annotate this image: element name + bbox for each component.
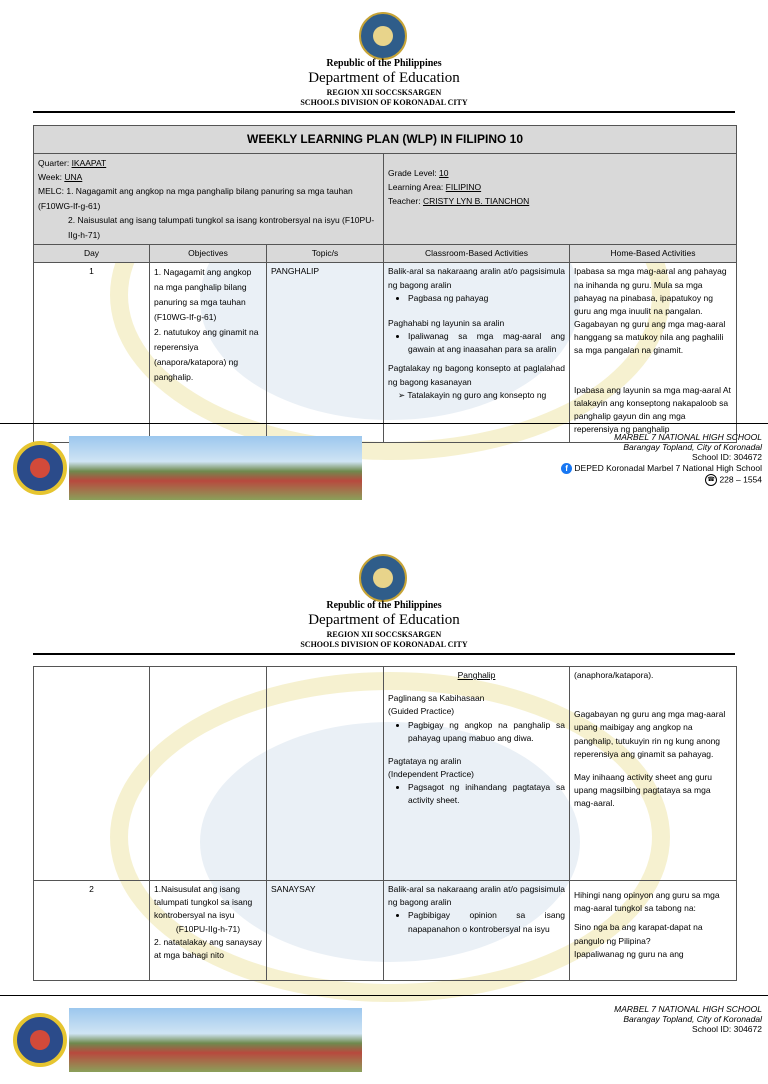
objectives-cell xyxy=(150,881,267,981)
hb-step-1: Hihingi nang opinyon ang guru sa mga mag-aaral tungkol sa tabong na: xyxy=(574,890,720,914)
wlp-meta-right xyxy=(384,153,737,245)
hb-step-2: Sino nga ba ang karapat-dapat na pangulo ng Pilipina? xyxy=(574,922,703,946)
objectives-cell-empty xyxy=(150,667,267,881)
division-heading: SCHOOLS DIVISION OF KORONADAL CITY xyxy=(300,98,468,107)
phone-text: 228 – 1554 xyxy=(719,474,762,485)
col-head-day: Day xyxy=(34,245,150,263)
deped-seal-icon xyxy=(359,554,407,602)
quarter-label: Quarter: xyxy=(38,157,70,168)
page-footer xyxy=(0,420,768,512)
cb-guided: Paglinang sa Kabihasaan xyxy=(388,693,485,704)
quarter-row xyxy=(38,156,379,170)
school-id: School ID: 304672 xyxy=(692,1024,762,1035)
col-head-objectives: Objectives xyxy=(150,245,267,263)
school-photo xyxy=(69,1008,362,1072)
cb-step-1: Balik-aral sa nakaraang aralin at/o pagsisimula ng bagong aralin xyxy=(388,266,565,290)
home-activities-cell xyxy=(570,667,737,881)
wlp-meta-left xyxy=(34,153,384,245)
hb-step-2: Ipabasa ang layunin sa mga mag-aaral At talakayin ang konseptong nakapaloob sa panghalip gayun din ang mga reperensiya ng panghalip xyxy=(574,384,731,435)
school-logo-icon xyxy=(13,441,67,495)
document-page-1 xyxy=(0,0,768,512)
school-info xyxy=(614,1004,762,1035)
region-heading: REGION XII SOCCSKSARGEN xyxy=(326,88,442,97)
footer-divider xyxy=(0,995,768,996)
page-footer xyxy=(0,992,768,1084)
wlp-title: WEEKLY LEARNING PLAN (WLP) IN FILIPINO 10 xyxy=(34,126,737,154)
hb-step-0: (anaphora/katapora). xyxy=(574,670,654,680)
school-photo xyxy=(69,436,362,500)
school-logo-icon xyxy=(13,1013,67,1067)
classroom-activities-cell xyxy=(384,667,570,881)
day-cell-empty xyxy=(34,667,150,881)
objective-code: (F10PU-IIg-h-71) xyxy=(175,923,241,934)
facebook-icon: f xyxy=(561,463,572,474)
home-activities-cell xyxy=(570,263,737,443)
republic-heading: Republic of the Philippines xyxy=(326,600,442,611)
col-head-classroom: Classroom-Based Activities xyxy=(384,245,570,263)
school-phone xyxy=(561,474,762,486)
deped-seal-icon xyxy=(359,12,407,60)
week-label: Week: xyxy=(38,172,62,183)
teacher-row xyxy=(388,194,732,208)
page-gap xyxy=(0,512,768,542)
facebook-text: DEPED Koronadal Marbel 7 National High School xyxy=(574,462,762,473)
hb-step-1: Gagabayan ng guru ang mga mag-aaral upang maibigay ang angkop na panghalip, tutukuyin rin ng kung anong reperensiya ang ginamit sa pahayag. xyxy=(574,709,726,759)
melc-row xyxy=(38,184,379,213)
cb-step-1-bullet: • Pagbasa ng pahayag xyxy=(408,292,565,305)
objective-2: 2. natatalakay ang sanaysay at mga bahagi nito xyxy=(154,936,262,960)
division-heading: SCHOOLS DIVISION OF KORONADAL CITY xyxy=(300,640,468,649)
topic-cell-empty xyxy=(267,667,384,881)
school-info xyxy=(561,432,762,486)
col-head-topics: Topic/s xyxy=(267,245,384,263)
classroom-activities-cell xyxy=(384,881,570,981)
grade-label: Grade Level: xyxy=(388,167,437,178)
cb-independent-bullet: • Pagsagot ng inihandang pagtataya sa activity sheet. xyxy=(408,781,565,807)
area-value: FILIPINO xyxy=(445,182,482,193)
department-heading: Department of Education xyxy=(308,70,460,86)
day-cell: 2 xyxy=(34,881,150,981)
area-row xyxy=(388,180,732,194)
school-name: MARBEL 7 NATIONAL HIGH SCHOOL xyxy=(614,432,762,442)
cb-step-2-bullet: • Ipaliwanag sa mga mag-aaral ang gawain at ang inaasahan para sa aralin xyxy=(408,330,565,356)
col-head-home: Home-Based Activities xyxy=(570,245,737,263)
cb-step-3-text: Tatalakayin ng guro ang konsepto ng xyxy=(407,389,547,400)
melc-2: 2. Naisusulat ang isang talumpati tungkol sa isang kontrobersyal na isyu (F10PU-IIg-h-71) xyxy=(68,215,375,240)
grade-row xyxy=(388,166,732,180)
school-name: MARBEL 7 NATIONAL HIGH SCHOOL xyxy=(614,1004,762,1014)
department-heading: Department of Education xyxy=(308,612,460,628)
quarter-value: IKAAPAT xyxy=(71,157,107,168)
cb-step-1: Balik-aral sa nakaraang aralin at/o pagsisimula ng bagong aralin xyxy=(388,884,565,908)
school-address: Barangay Topland, City of Koronadal xyxy=(623,1014,762,1025)
cb-step-3-bullet xyxy=(398,389,565,402)
day-cell: 1 xyxy=(34,263,150,443)
school-facebook xyxy=(561,463,762,474)
hb-step-1: Ipabasa sa mga mag-aaral ang pahayag na inihanda ng guru. Mula sa mga pahayag na pinabasa, ipapatukoy ng guru ang mga inuulit na pangalan. Gagabayan ng guru ang mga mag-aaral hanggang sa matukoy nila ang paghalili sa mga pangalan na ginamit. xyxy=(574,266,727,356)
wlp-table-continued xyxy=(33,666,737,981)
school-address: Barangay Topland, City of Koronadal xyxy=(623,442,762,453)
home-activities-cell xyxy=(570,881,737,981)
hb-step-2: May inihaang activity sheet ang guru upang magsilbing pagtataya sa mga mag-aaral. xyxy=(574,771,712,809)
objectives-cell: 1. Nagagamit ang angkop na mga panghalip bilang panuring sa mga tauhan (F10WG-If-g-61) 2. natutukoy ang ginamit na reperensiya (anapora/katapora) ng panghalip. xyxy=(150,263,267,443)
cb-independent: Pagtataya ng aralin xyxy=(388,755,462,766)
area-label: Learning Area: xyxy=(388,182,444,193)
week-row xyxy=(38,170,379,184)
cb-step-3: Pagtalakay ng bagong konsepto at paglalahad ng bagong kasanayan xyxy=(388,363,565,387)
classroom-activities-cell xyxy=(384,263,570,443)
cb-step-1-bullet: • Pagbibigay opinion sa isang napapanahon o kontrobersyal na isyu xyxy=(408,909,565,935)
melc-1: 1. Nagagamit ang angkop na mga panghalip bilang panuring sa mga tauhan (F10WG-If-g-61) xyxy=(38,186,353,211)
topic-cell: PANGHALIP xyxy=(267,263,384,443)
footer-divider xyxy=(0,423,768,424)
melc-label: MELC: xyxy=(38,186,64,197)
grade-value: 10 xyxy=(439,167,449,178)
arrow-bullet-icon: ➢ xyxy=(398,389,406,400)
header-divider xyxy=(33,653,735,655)
phone-icon: ☎ xyxy=(705,474,717,486)
region-heading: REGION XII SOCCSKSARGEN xyxy=(326,630,442,639)
topic-cell: SANAYSAY xyxy=(267,881,384,981)
teacher-label: Teacher: xyxy=(388,196,421,207)
week-value: UNA xyxy=(64,172,83,183)
wlp-table xyxy=(33,125,737,443)
republic-heading: Republic of the Philippines xyxy=(326,58,442,69)
cb-step-2: Paghahabi ng layunin sa aralin xyxy=(388,317,505,328)
hb-step-3: Ipapaliwanag ng guru na ang xyxy=(574,948,684,959)
document-page-2 xyxy=(0,542,768,1054)
teacher-value: CRISTY LYN B. TIANCHON xyxy=(422,196,530,207)
cb-guided-sub: (Guided Practice) xyxy=(388,706,455,717)
objective-1: 1.Naisusulat ang isang talumpati tungkol sa isang kontrobersyal na isyu xyxy=(154,884,253,921)
cb-guided-bullet: • Pagbigay ng angkop na panghalip sa pahayag upang mabuo ang diwa. xyxy=(408,719,565,745)
school-id: School ID: 304672 xyxy=(692,452,762,463)
cb-independent-sub: (Independent Practice) xyxy=(388,769,474,780)
cb-topic: Panghalip xyxy=(457,670,496,680)
header-divider xyxy=(33,111,735,113)
